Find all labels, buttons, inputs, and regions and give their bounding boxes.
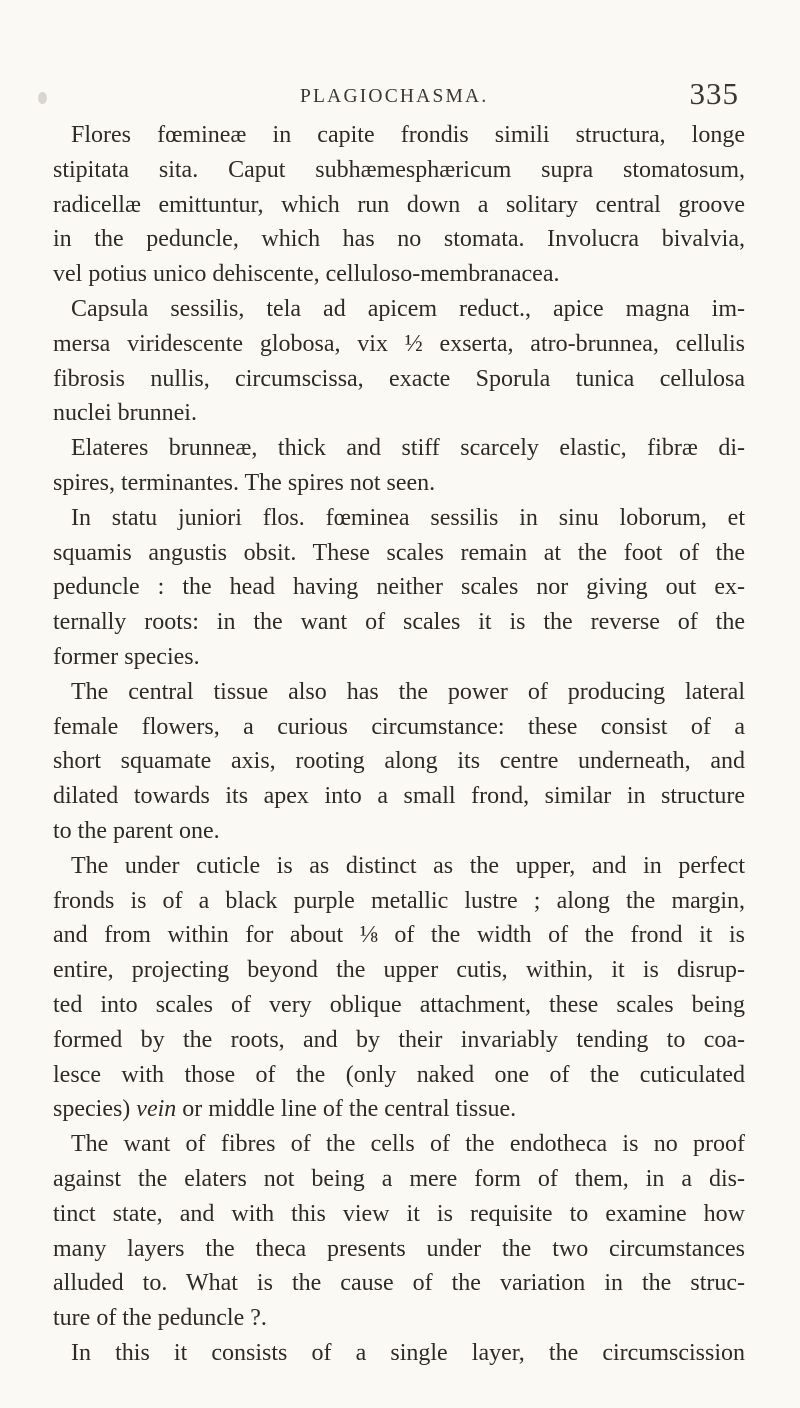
text-line: in the peduncle, which has no stomata. Involucra bivalvia,: [53, 226, 745, 253]
text-line: tinct state, and with this view it is requisite to examine how: [53, 1200, 745, 1227]
text-line: Elateres brunneæ, thick and stiff scarcely elastic, fibræ di-: [71, 435, 745, 462]
page-number: 335: [689, 76, 739, 111]
text-segment: species): [53, 1096, 131, 1123]
text-line: fibrosis nullis, circumscissa, exacte Sporula tunica cellulosa: [53, 365, 745, 392]
text-line: nuclei brunnei.: [53, 400, 197, 427]
text-line: squamis angustis obsit. These scales remain at the foot of the: [53, 539, 745, 566]
text-line: mersa viridescente globosa, vix ½ exserta, atro-brunnea, cellulis: [53, 330, 745, 357]
ink-spot: [38, 92, 47, 104]
italic-word: vein: [136, 1096, 177, 1123]
text-line: many layers the theca presents under the two circumstances: [53, 1235, 745, 1262]
text-line: Capsula sessilis, tela ad apicem reduct., apice magna im-: [71, 295, 745, 322]
text-line: The want of fibres of the cells of the endotheca is no proof: [71, 1131, 745, 1158]
text-line: entire, projecting beyond the upper cutis, within, it is disrup-: [53, 957, 745, 984]
text-line: former species.: [53, 643, 200, 670]
text-line: against the elaters not being a mere form of them, in a dis-: [53, 1165, 745, 1192]
text-line: dilated towards its apex into a small frond, similar in structure: [53, 783, 745, 810]
text-line: Flores fœmineæ in capite frondis simili structura, longe: [71, 122, 745, 148]
text-line: fronds is of a black purple metallic lustre ; along the margin,: [53, 887, 745, 914]
text-line: spires, terminantes. The spires not seen.: [53, 469, 436, 496]
running-title: PLAGIOCHASMA.: [300, 86, 489, 107]
text-line: and from within for about ⅛ of the width of the frond it is: [53, 922, 745, 949]
text-line: to the parent one.: [53, 817, 220, 844]
text-line: [53, 1092, 745, 1127]
text-line: ture of the peduncle ?.: [53, 1305, 267, 1332]
text-line: ted into scales of very oblique attachment, these scales being: [53, 991, 745, 1018]
text-segment: or middle line of the central tissue.: [182, 1096, 517, 1123]
text-line: stipitata sita. Caput subhæmesphæricum supra stomatosum,: [53, 156, 745, 183]
text-line: female flowers, a curious circumstance: these consist of a: [53, 713, 745, 740]
text-line: alluded to. What is the cause of the variation in the struc-: [53, 1270, 745, 1297]
text-line: formed by the roots, and by their invariably tending to coa-: [53, 1026, 745, 1053]
body-text: [53, 118, 745, 1371]
text-line: peduncle : the head having neither scales nor giving out ex-: [53, 574, 745, 601]
text-line: ternally roots: in the want of scales it is the reverse of the: [53, 609, 745, 636]
text-line: The under cuticle is as distinct as the upper, and in perfect: [71, 852, 745, 879]
text-line: vel potius unico dehiscente, celluloso-membranacea.: [53, 261, 560, 288]
text-line: lesce with those of the (only naked one of the cuticulated: [53, 1061, 745, 1088]
text-line: radicellæ emittuntur, which run down a solitary central groove: [53, 191, 745, 218]
text-line: In this it consists of a single layer, the circumscission: [71, 1339, 745, 1366]
text-line: In statu juniori flos. fœminea sessilis in sinu loborum, et: [71, 504, 745, 531]
text-line: short squamate axis, rooting along its centre underneath, and: [53, 748, 745, 775]
text-line: The central tissue also has the power of producing lateral: [71, 678, 745, 705]
